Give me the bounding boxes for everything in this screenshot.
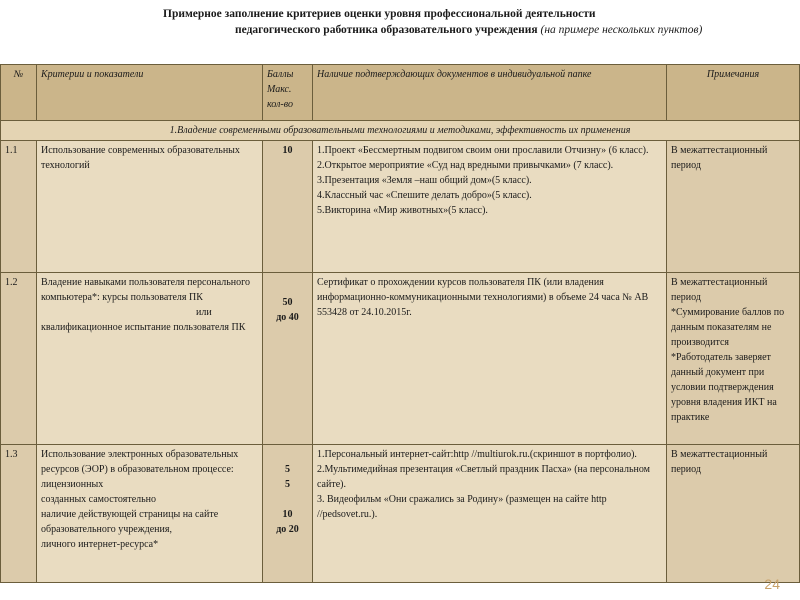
row-documents: [313, 141, 667, 273]
points-value: 5: [285, 479, 290, 490]
document-line: 2.Мультимедийная презентация «Светлый праздник Пасха» (на персональном сайте).: [317, 464, 650, 490]
title-line-2: [235, 22, 702, 38]
row-number: 1.3: [1, 445, 37, 583]
criteria-or: или: [196, 307, 212, 318]
document-line: 2.Открытое мероприятие «Суд над вредными привычками» (7 класс).: [317, 160, 614, 171]
header-documents: Наличие подтверждающих документов в индивидуальной папке: [313, 65, 667, 121]
criteria-line: лицензионных: [41, 479, 104, 490]
row-criteria: [37, 445, 263, 583]
table-row: [1, 273, 800, 445]
row-number: 1.2: [1, 273, 37, 445]
row-documents: [313, 273, 667, 445]
document-line: 1.Персональный интернет-сайт:http //multiurok.ru.(скриншот в портфолио).: [317, 449, 637, 460]
document-line: 3.Презентация «Земля –наш общий дом»(5 класс).: [317, 175, 532, 186]
row-points: [263, 141, 313, 273]
criteria-line: Использование электронных образовательных ресурсов (ЭОР) в образовательном процессе:: [41, 449, 239, 475]
note-line: *Работодатель заверяет данный документ при условии подтверждения уровня владения ИКТ на практике: [671, 352, 777, 423]
points-value: 10: [282, 145, 293, 156]
points-value: до 40: [276, 312, 299, 323]
document-line: 3. Видеофильм «Они сражались за Родину» (размещен на сайте http //pedsovet.ru.).: [317, 494, 607, 520]
criteria-line: созданных самостоятельно: [41, 494, 157, 505]
criteria-line: Использование современных образовательных технологий: [41, 145, 240, 171]
document-line: 5.Викторина «Мир животных»(5 класс).: [317, 205, 488, 216]
row-notes: [667, 273, 800, 445]
row-criteria: [37, 273, 263, 445]
page-number: 24: [764, 576, 780, 592]
points-value: 5: [285, 464, 290, 475]
table-row: [1, 141, 800, 273]
table-row: [1, 445, 800, 583]
header-notes: Примечания: [667, 65, 800, 121]
title-line-1: Примерное заполнение критериев оценки уровня профессиональной деятельности: [163, 8, 596, 20]
row-criteria: [37, 141, 263, 273]
row-points: [263, 445, 313, 583]
note-line: *Суммирование баллов по данным показателям не производится: [671, 307, 785, 348]
points-value: 50: [282, 297, 293, 308]
title-line-2-main: педагогического работника образовательного учреждения: [235, 24, 538, 36]
header-points: Баллы Макс. кол-во: [263, 65, 313, 121]
title-line-2-note: (на примере нескольких пунктов): [540, 24, 703, 36]
row-number: 1.1: [1, 141, 37, 273]
document-line: 4.Классный час «Спешите делать добро»(5 класс).: [317, 190, 532, 201]
note-line: В межаттестационный период: [671, 449, 768, 475]
header-num: №: [1, 65, 37, 121]
criteria-line: Владение навыками пользователя персонального компьютера*: курсы пользователя ПК: [41, 277, 251, 303]
section-title: 1.Владение современными образовательными технологиями и методиками, эффективность их применения: [1, 121, 800, 141]
criteria-line: наличие действующей страницы на сайте образовательного учреждения,: [41, 509, 219, 535]
document-line: Сертификат о прохождении курсов пользователя ПК (или владения информационно-коммуникационными технологиями) в объеме 24 часа № АВ 553428 от 24.10.2015г.: [317, 277, 649, 318]
header-row: [1, 65, 800, 121]
row-notes: [667, 141, 800, 273]
row-notes: [667, 445, 800, 583]
row-points: [263, 273, 313, 445]
note-line: В межаттестационный период: [671, 277, 768, 303]
criteria-table: [0, 64, 800, 583]
criteria-line: квалификационное испытание пользователя ПК: [41, 322, 246, 333]
header-criteria: Критерии и показатели: [37, 65, 263, 121]
section-row: [1, 121, 800, 141]
points-value: до 20: [276, 524, 299, 535]
criteria-line: личного интернет-ресурса*: [41, 539, 159, 550]
note-line: В межаттестационный период: [671, 145, 768, 171]
document-line: 1.Проект «Бессмертным подвигом своим они прославили Отчизну» (6 класс).: [317, 145, 649, 156]
points-value: 10: [282, 509, 293, 520]
row-documents: [313, 445, 667, 583]
